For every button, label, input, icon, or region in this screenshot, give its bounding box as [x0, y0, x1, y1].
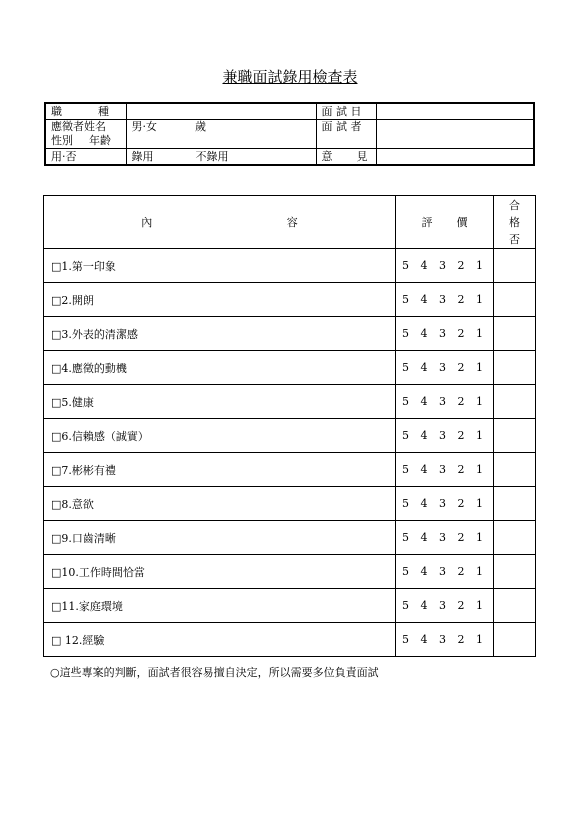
- pass-cell[interactable]: [494, 623, 536, 657]
- interview-date-value[interactable]: [376, 103, 534, 120]
- interview-date-label: 面 試 日: [316, 103, 376, 120]
- age-unit: 歲: [195, 120, 206, 133]
- pass-cell[interactable]: [494, 521, 536, 555]
- evaluation-row: [44, 487, 536, 521]
- rating-scale[interactable]: 5 4 3 2 1: [396, 521, 494, 555]
- rating-scale[interactable]: 5 4 3 2 1: [396, 283, 494, 317]
- evaluation-item[interactable]: □7.彬彬有禮: [44, 453, 396, 487]
- job-label: 職 種: [45, 103, 126, 120]
- evaluation-item[interactable]: □1.第一印象: [44, 249, 396, 283]
- evaluation-row: [44, 623, 536, 657]
- pass-cell[interactable]: [494, 487, 536, 521]
- hire-options: [126, 149, 316, 166]
- evaluation-row: [44, 385, 536, 419]
- rating-scale[interactable]: 5 4 3 2 1: [396, 249, 494, 283]
- rating-scale[interactable]: 5 4 3 2 1: [396, 351, 494, 385]
- evaluation-item[interactable]: □11.家庭環境: [44, 589, 396, 623]
- rating-scale[interactable]: 5 4 3 2 1: [396, 623, 494, 657]
- evaluation-row: [44, 589, 536, 623]
- interviewer-value[interactable]: [376, 120, 534, 149]
- evaluation-item[interactable]: □3.外表的清潔感: [44, 317, 396, 351]
- header-pass: 合 格 否: [494, 196, 536, 249]
- reject-option[interactable]: 不錄用: [195, 149, 229, 163]
- info-row-hire: [45, 149, 534, 166]
- evaluation-header: [44, 196, 536, 249]
- evaluation-item[interactable]: □5.健康: [44, 385, 396, 419]
- info-row-job: [45, 103, 534, 120]
- info-row-applicant: [45, 120, 534, 149]
- evaluation-row: [44, 283, 536, 317]
- rating-scale[interactable]: 5 4 3 2 1: [396, 589, 494, 623]
- applicant-name-value[interactable]: [126, 120, 316, 149]
- evaluation-item[interactable]: □9.口齒清晰: [44, 521, 396, 555]
- header-rating: 評 價: [396, 196, 494, 249]
- hire-option[interactable]: 錄用: [131, 149, 154, 163]
- footnote: ○這些專案的判斷，面試者很容易擅自決定，所以需要多位負責面試: [50, 666, 379, 679]
- evaluation-row: [44, 351, 536, 385]
- pass-cell[interactable]: [494, 385, 536, 419]
- evaluation-item[interactable]: □2.開朗: [44, 283, 396, 317]
- rating-scale[interactable]: 5 4 3 2 1: [396, 487, 494, 521]
- pass-cell[interactable]: [494, 453, 536, 487]
- applicant-name-label: 應徵者姓名 性別 年齡: [45, 120, 126, 149]
- pass-cell[interactable]: [494, 317, 536, 351]
- evaluation-row: [44, 249, 536, 283]
- evaluation-item[interactable]: □6.信賴感（誠實）: [44, 419, 396, 453]
- header-content: 內 容: [44, 196, 396, 249]
- rating-scale[interactable]: 5 4 3 2 1: [396, 385, 494, 419]
- opinion-value[interactable]: [376, 149, 534, 166]
- pass-cell[interactable]: [494, 589, 536, 623]
- page-title: 兼職面試錄用檢查表: [222, 68, 358, 86]
- evaluation-row: [44, 521, 536, 555]
- evaluation-row: [44, 317, 536, 351]
- job-value[interactable]: [126, 103, 316, 120]
- pass-cell[interactable]: [494, 555, 536, 589]
- evaluation-item[interactable]: □8.意欲: [44, 487, 396, 521]
- opinion-label: 意 見: [316, 149, 376, 166]
- evaluation-table: [43, 195, 536, 657]
- pass-cell[interactable]: [494, 249, 536, 283]
- applicant-info-table: [44, 102, 535, 166]
- rating-scale[interactable]: 5 4 3 2 1: [396, 317, 494, 351]
- pass-cell[interactable]: [494, 351, 536, 385]
- hire-label: 用·否: [45, 149, 126, 166]
- evaluation-row: [44, 419, 536, 453]
- evaluation-row: [44, 555, 536, 589]
- rating-scale[interactable]: 5 4 3 2 1: [396, 453, 494, 487]
- pass-cell[interactable]: [494, 419, 536, 453]
- evaluation-item[interactable]: □4.應徵的動機: [44, 351, 396, 385]
- evaluation-item[interactable]: □10.工作時間恰當: [44, 555, 396, 589]
- evaluation-item[interactable]: □ 12.經驗: [44, 623, 396, 657]
- evaluation-row: [44, 453, 536, 487]
- rating-scale[interactable]: 5 4 3 2 1: [396, 555, 494, 589]
- pass-cell[interactable]: [494, 283, 536, 317]
- gender-options: 男·女: [131, 120, 157, 133]
- interviewer-label: 面 試 者: [316, 120, 376, 149]
- rating-scale[interactable]: 5 4 3 2 1: [396, 419, 494, 453]
